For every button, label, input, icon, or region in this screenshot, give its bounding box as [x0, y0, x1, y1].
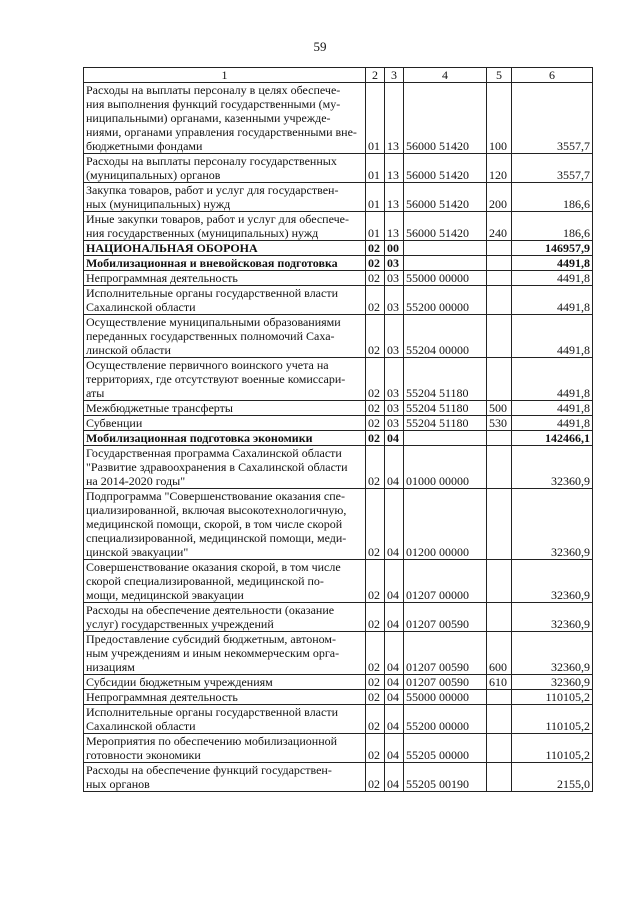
row-name-cell: Субсидии бюджетным учреждениям [84, 675, 366, 690]
amount-cell: 110105,2 [512, 705, 593, 734]
amount-cell: 3557,7 [512, 83, 593, 154]
section-code-cell: 02 [366, 315, 385, 358]
subsection-code-cell: 00 [385, 241, 404, 256]
expense-type-cell [487, 315, 512, 358]
expense-type-cell [487, 256, 512, 271]
target-article-cell: 55205 00190 [404, 763, 487, 792]
row-name-cell: Закупка товаров, работ и услуг для государствен- ных (муниципальных) нужд [84, 183, 366, 212]
row-name-cell: Исполнительные органы государственной власти Сахалинской области [84, 705, 366, 734]
target-article-cell: 55205 00000 [404, 734, 487, 763]
subsection-code-cell: 04 [385, 489, 404, 560]
row-name-cell: Иные закупки товаров, работ и услуг для обеспече- ния государственных (муниципальных) нужд [84, 212, 366, 241]
table-row [84, 675, 593, 690]
section-code-cell: 02 [366, 256, 385, 271]
expense-type-cell [487, 286, 512, 315]
subsection-code-cell: 04 [385, 690, 404, 705]
row-name-cell: Совершенствование оказания скорой, в том числе скорой специализированной, медицинской по- мощи, медицинской эвакуации [84, 560, 366, 603]
table-row [84, 734, 593, 763]
section-code-cell: 02 [366, 603, 385, 632]
subsection-code-cell: 03 [385, 401, 404, 416]
target-article-cell [404, 241, 487, 256]
target-article-cell: 56000 51420 [404, 183, 487, 212]
table-row [84, 560, 593, 603]
expense-type-cell: 120 [487, 154, 512, 183]
row-name-cell: Подпрограмма "Совершенствование оказания спе- циализированной, включая высокотехнологичную, медицинской помощи, скорой, в том числе скорой специализированной, медицинской помощи, меди- цинской эвакуации" [84, 489, 366, 560]
amount-cell: 32360,9 [512, 632, 593, 675]
section-code-cell: 02 [366, 675, 385, 690]
row-name-cell: Расходы на обеспечение деятельности (оказание услуг) государственных учреждений [84, 603, 366, 632]
row-name-cell: Осуществление муниципальными образованиями переданных государственных полномочий Саха- линской области [84, 315, 366, 358]
table-row [84, 705, 593, 734]
section-code-cell: 02 [366, 734, 385, 763]
expense-type-cell [487, 271, 512, 286]
row-name-cell: Межбюджетные трансферты [84, 401, 366, 416]
subsection-code-cell: 03 [385, 256, 404, 271]
expense-type-cell [487, 446, 512, 489]
table-row [84, 763, 593, 792]
table-row [84, 603, 593, 632]
row-name-cell: Непрограммная деятельность [84, 690, 366, 705]
target-article-cell: 55204 51180 [404, 358, 487, 401]
page-number: 59 [313, 39, 327, 54]
table-row [84, 690, 593, 705]
target-article-cell: 55200 00000 [404, 286, 487, 315]
expense-type-cell [487, 241, 512, 256]
target-article-cell: 01207 00000 [404, 560, 487, 603]
amount-cell: 32360,9 [512, 446, 593, 489]
section-code-cell: 02 [366, 286, 385, 315]
column-header: 5 [487, 68, 512, 83]
table-row [84, 431, 593, 446]
table-row [84, 446, 593, 489]
section-code-cell: 02 [366, 416, 385, 431]
target-article-cell: 56000 51420 [404, 212, 487, 241]
table-row [84, 271, 593, 286]
section-code-cell: 01 [366, 212, 385, 241]
amount-cell: 4491,8 [512, 286, 593, 315]
subsection-code-cell: 03 [385, 315, 404, 358]
amount-cell: 110105,2 [512, 734, 593, 763]
expense-type-cell [487, 763, 512, 792]
amount-cell: 32360,9 [512, 560, 593, 603]
expense-type-cell: 530 [487, 416, 512, 431]
column-header: 6 [512, 68, 593, 83]
target-article-cell: 01207 00590 [404, 632, 487, 675]
row-name-cell: Мобилизационная подготовка экономики [84, 431, 366, 446]
subsection-code-cell: 04 [385, 431, 404, 446]
section-code-cell: 01 [366, 83, 385, 154]
expense-type-cell: 200 [487, 183, 512, 212]
table-row [84, 416, 593, 431]
target-article-cell: 56000 51420 [404, 83, 487, 154]
subsection-code-cell: 13 [385, 154, 404, 183]
table-row [84, 315, 593, 358]
section-code-cell: 02 [366, 763, 385, 792]
column-header: 3 [385, 68, 404, 83]
target-article-cell: 01207 00590 [404, 603, 487, 632]
subsection-code-cell: 03 [385, 271, 404, 286]
target-article-cell: 55204 51180 [404, 416, 487, 431]
column-header: 2 [366, 68, 385, 83]
amount-cell: 110105,2 [512, 690, 593, 705]
table-row [84, 183, 593, 212]
target-article-cell: 01000 00000 [404, 446, 487, 489]
amount-cell: 142466,1 [512, 431, 593, 446]
table-row [84, 154, 593, 183]
row-name-cell: Субвенции [84, 416, 366, 431]
table-row [84, 241, 593, 256]
target-article-cell: 55204 51180 [404, 401, 487, 416]
row-name-cell: Расходы на выплаты персоналу в целях обеспече- ния выполнения функций государственными (му- ниципальными) органами, казенными учрежде- ниями, органами управления государственными вне- бюджетными фондами [84, 83, 366, 154]
section-code-cell: 02 [366, 489, 385, 560]
table-row [84, 256, 593, 271]
target-article-cell [404, 431, 487, 446]
subsection-code-cell: 04 [385, 734, 404, 763]
amount-cell: 146957,9 [512, 241, 593, 256]
expense-type-cell: 240 [487, 212, 512, 241]
amount-cell: 4491,8 [512, 315, 593, 358]
target-article-cell: 55204 00000 [404, 315, 487, 358]
subsection-code-cell: 13 [385, 212, 404, 241]
amount-cell: 4491,8 [512, 401, 593, 416]
column-header: 4 [404, 68, 487, 83]
subsection-code-cell: 13 [385, 83, 404, 154]
row-name-cell: Расходы на обеспечение функций государствен- ных органов [84, 763, 366, 792]
subsection-code-cell: 04 [385, 763, 404, 792]
section-code-cell: 02 [366, 271, 385, 286]
column-header: 1 [84, 68, 366, 83]
expense-type-cell: 100 [487, 83, 512, 154]
target-article-cell: 01207 00590 [404, 675, 487, 690]
table-body [84, 83, 593, 792]
subsection-code-cell: 04 [385, 560, 404, 603]
expense-type-cell [487, 705, 512, 734]
section-code-cell: 02 [366, 690, 385, 705]
section-code-cell: 02 [366, 560, 385, 603]
row-name-cell: Осуществление первичного воинского учета на территориях, где отсутствуют военные комиссари- аты [84, 358, 366, 401]
row-name-cell: Исполнительные органы государственной власти Сахалинской области [84, 286, 366, 315]
subsection-code-cell: 04 [385, 705, 404, 734]
target-article-cell: 55200 00000 [404, 705, 487, 734]
subsection-code-cell: 04 [385, 675, 404, 690]
amount-cell: 3557,7 [512, 154, 593, 183]
section-code-cell: 02 [366, 446, 385, 489]
expense-type-cell: 600 [487, 632, 512, 675]
expense-type-cell [487, 489, 512, 560]
subsection-code-cell: 04 [385, 603, 404, 632]
target-article-cell: 55000 00000 [404, 271, 487, 286]
expense-type-cell [487, 560, 512, 603]
expense-type-cell: 610 [487, 675, 512, 690]
amount-cell: 32360,9 [512, 489, 593, 560]
expense-type-cell [487, 358, 512, 401]
subsection-code-cell: 04 [385, 446, 404, 489]
section-code-cell: 02 [366, 632, 385, 675]
subsection-code-cell: 03 [385, 286, 404, 315]
amount-cell: 4491,8 [512, 256, 593, 271]
row-name-cell: Мероприятия по обеспечению мобилизационной готовности экономики [84, 734, 366, 763]
table-row [84, 632, 593, 675]
section-code-cell: 02 [366, 241, 385, 256]
row-name-cell: Государственная программа Сахалинской области "Развитие здравоохранения в Сахалинской области на 2014-2020 годы" [84, 446, 366, 489]
amount-cell: 4491,8 [512, 271, 593, 286]
subsection-code-cell: 04 [385, 632, 404, 675]
section-code-cell: 02 [366, 705, 385, 734]
subsection-code-cell: 13 [385, 183, 404, 212]
expense-type-cell [487, 431, 512, 446]
subsection-code-cell: 03 [385, 416, 404, 431]
amount-cell: 186,6 [512, 212, 593, 241]
section-code-cell: 02 [366, 401, 385, 416]
target-article-cell: 55000 00000 [404, 690, 487, 705]
amount-cell: 4491,8 [512, 358, 593, 401]
table-row [84, 489, 593, 560]
table-row [84, 212, 593, 241]
amount-cell: 186,6 [512, 183, 593, 212]
row-name-cell: Непрограммная деятельность [84, 271, 366, 286]
table-row [84, 83, 593, 154]
target-article-cell [404, 256, 487, 271]
row-name-cell: Предоставление субсидий бюджетным, автоном- ным учреждениям и иным некоммерческим орга- низациям [84, 632, 366, 675]
target-article-cell: 01200 00000 [404, 489, 487, 560]
expense-type-cell [487, 690, 512, 705]
amount-cell: 32360,9 [512, 603, 593, 632]
row-name-cell: Мобилизационная и вневойсковая подготовка [84, 256, 366, 271]
expense-type-cell [487, 603, 512, 632]
table-header-row [84, 68, 593, 83]
subsection-code-cell: 03 [385, 358, 404, 401]
expense-type-cell [487, 734, 512, 763]
table-row [84, 401, 593, 416]
expense-type-cell: 500 [487, 401, 512, 416]
section-code-cell: 02 [366, 358, 385, 401]
amount-cell: 4491,8 [512, 416, 593, 431]
budget-table [83, 67, 593, 792]
section-code-cell: 01 [366, 183, 385, 212]
amount-cell: 2155,0 [512, 763, 593, 792]
table-row [84, 358, 593, 401]
amount-cell: 32360,9 [512, 675, 593, 690]
row-name-cell: НАЦИОНАЛЬНАЯ ОБОРОНА [84, 241, 366, 256]
target-article-cell: 56000 51420 [404, 154, 487, 183]
section-code-cell: 02 [366, 431, 385, 446]
row-name-cell: Расходы на выплаты персоналу государственных (муниципальных) органов [84, 154, 366, 183]
table-row [84, 286, 593, 315]
section-code-cell: 01 [366, 154, 385, 183]
